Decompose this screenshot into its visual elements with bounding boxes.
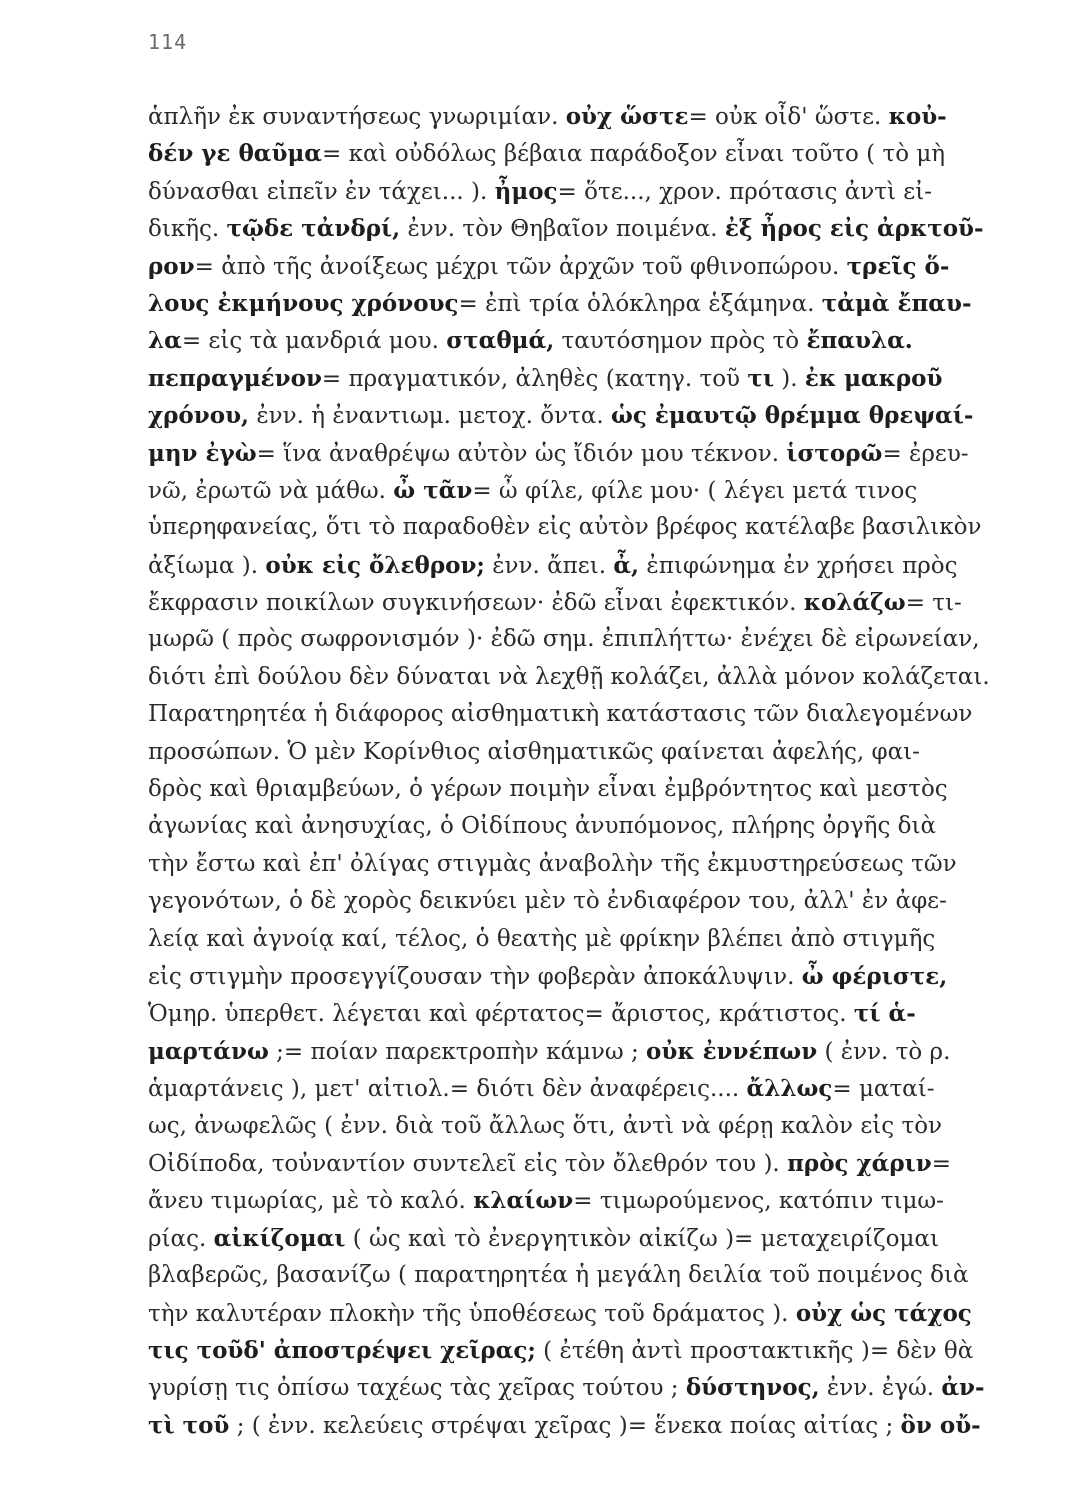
text-line: [148, 285, 1048, 322]
gloss-text: γυρίσῃ τις ὀπίσω ταχέως τὰς χεῖρας τούτου ;: [148, 1375, 686, 1402]
text-line: [148, 995, 1048, 1032]
lemma-term: τί ἁ-: [853, 1000, 916, 1028]
gloss-text: Οἰδίποδα, τοὐναντίον συντελεῖ εἰς τὸν ὄλεθρόν του ).: [148, 1150, 788, 1177]
gloss-text: Παρατηρητέα ἡ διάφορος αἰσθηματικὴ κατάστασις τῶν διαλεγομένων: [148, 701, 973, 728]
gloss-text: μωρῶ ( πρὸς σωφρονισμόν )· ἐδῶ σημ. ἐπιπλήττω· ἐνέχει δὲ εἰρωνείαν,: [148, 626, 980, 653]
gloss-text: ἁμαρτάνεις ), μετ' αἰτιολ.= διότι δὲν ἀναφέρεις....: [148, 1076, 747, 1103]
gloss-text: δύνασθαι εἰπεῖν ἐν τάχει... ).: [148, 178, 495, 205]
lemma-term: οὐκ εἰς ὄλεθρον;: [265, 551, 485, 579]
gloss-text: ἐνν. ἡ ἐναντιωμ. μετοχ. ὄντα.: [249, 403, 611, 430]
lemma-term: οὐκ ἐννέπων: [646, 1037, 818, 1065]
text-line: [148, 472, 1048, 509]
gloss-text: = τι-: [905, 590, 962, 617]
text-line: [148, 1220, 1048, 1257]
gloss-text: = ἐρευ-: [882, 440, 969, 467]
lemma-term: χρόνου,: [148, 402, 250, 430]
lemma-term: τις τοῦδ' ἀποστρέψει χεῖρας;: [148, 1336, 536, 1364]
lemma-term: οὐχ ὡς τάχος: [795, 1299, 972, 1327]
gloss-text: δρὸς καὶ θριαμβεύων, ὁ γέρων ποιμὴν εἶναι ἐμβρόντητος καὶ μεστὸς: [148, 776, 948, 803]
lemma-term: σταθμά,: [446, 327, 555, 355]
lemma-term: πεπραγμένον: [148, 364, 322, 392]
gloss-text: γεγονότων, ὁ δὲ χορὸς δεικνύει μὲν τὸ ἐνδιαφέρον του, ἀλλ' ἐν ἀφε-: [148, 888, 947, 915]
text-line: [148, 958, 1048, 995]
gloss-text: = καὶ οὐδόλως βέβαια παράδοξον εἶναι τοῦτο ( τὸ μὴ: [322, 141, 946, 168]
lemma-term: κολάζω: [803, 589, 906, 617]
gloss-text: Ὁμηρ. ὑπερθετ. λέγεται καὶ φέρτατος: [148, 1001, 585, 1028]
gloss-text: τὴν ἔστω καὶ ἐπ' ὀλίγας στιγμὰς ἀναβολὴν τῆς ἐκμυστηρεύσεως τῶν: [148, 850, 957, 877]
gloss-text: βλαβερῶς, βασανίζω ( παρατηρητέα ἡ μεγάλη δειλία τοῦ ποιμένος διὰ: [148, 1262, 969, 1289]
text-line: [148, 135, 1048, 172]
gloss-text: =: [931, 1150, 952, 1177]
lemma-term: ὃν οὔ-: [900, 1411, 981, 1439]
gloss-text: ( ἐτέθη ἀντὶ προστακτικῆς )= δὲν θὰ: [535, 1337, 974, 1364]
lemma-term: ἔπαυλα.: [806, 327, 913, 355]
gloss-text: ἔκφρασιν ποικίλων συγκινήσεων· ἐδῶ εἶναι ἐφεκτικόν.: [148, 590, 804, 617]
text-line: [148, 1033, 1048, 1070]
gloss-text: ἀγωνίας καὶ ἀνησυχίας, ὁ Οἰδίπους ἀνυπόμονος, πλήρης ὀργῆς διὰ: [148, 813, 937, 840]
gloss-text: = τιμωρούμενος, κατόπιν τιμω-: [573, 1188, 944, 1215]
text-line: [148, 435, 1048, 472]
text-line: [148, 771, 1048, 808]
gloss-text: ).: [773, 365, 805, 392]
gloss-text: διότι ἐπὶ δούλου δὲν δύναται νὰ λεχθῇ κολάζει, ἀλλὰ μόνον κολάζεται.: [148, 663, 990, 690]
gloss-text: ἐνν. ἐγώ.: [819, 1375, 942, 1402]
lemma-term: ἦμος: [494, 177, 558, 205]
lemma-term: ἐξ ἦρος εἰς ἀρκτοῦ-: [724, 215, 984, 243]
lemma-term: τι: [747, 364, 774, 392]
text-line: [148, 547, 1048, 584]
text-line: [148, 1295, 1048, 1332]
text-line: [148, 1369, 1048, 1406]
lemma-term: τρεῖς ὅ-: [846, 252, 950, 280]
lemma-term: κοὐ-: [888, 103, 947, 130]
gloss-text: προσώπων. Ὁ μὲν Κορίνθιος αἰσθηματικῶς φαίνεται ἀφελής, φαι-: [148, 738, 920, 765]
gloss-text: = ἄριστος, κράτιστος.: [584, 1001, 854, 1028]
gloss-text: ( ἐνν. τὸ ρ.: [817, 1038, 951, 1065]
lemma-term: ὡς ἐμαυτῷ θρέμμα θρεψαί-: [610, 402, 974, 430]
gloss-text: = ὅτε..., χρον. πρότασις ἀντὶ εἰ-: [557, 178, 933, 205]
text-line: [148, 360, 1048, 397]
lemma-term: τῷδε τἀνδρί,: [226, 215, 401, 243]
lemma-term: αἰκίζομαι: [213, 1224, 346, 1252]
gloss-text: ἐνν. τὸν Θηβαῖον ποιμένα.: [400, 216, 725, 243]
gloss-text: ἀξίωμα ).: [148, 552, 266, 579]
gloss-text: = εἰς τὰ μανδριά μου.: [181, 328, 447, 355]
lemma-term: ἀν-: [941, 1374, 985, 1402]
gloss-text: = ἐπὶ τρία ὁλόκληρα ἑξάμηνα.: [458, 290, 822, 317]
text-line: [148, 659, 1048, 696]
gloss-text: ως, ἀνωφελῶς ( ἐνν. διὰ τοῦ ἄλλως ὅτι, ἀντὶ νὰ φέρῃ καλὸν εἰς τὸν: [148, 1112, 943, 1139]
lemma-term: ἄλλως: [746, 1075, 833, 1103]
lemma-term: λους ἐκμήνους χρόνους: [148, 289, 459, 317]
gloss-text: ;= ποίαν παρεκτροπὴν κάμνω ;: [268, 1038, 647, 1065]
text-line: [148, 1108, 1048, 1145]
gloss-text: εἰς στιγμὴν προσεγγίζουσαν τὴν φοβερὰν ἀποκάλυψιν.: [148, 963, 802, 990]
lemma-term: ἐκ μακροῦ: [804, 364, 943, 392]
text-line: [148, 846, 1048, 883]
text-line: [148, 621, 1048, 658]
lemma-term: ὦ τᾶν: [393, 476, 473, 504]
lemma-term: δύστηνος,: [685, 1374, 820, 1402]
text-line: [148, 210, 1048, 247]
gloss-text: νῶ, ἐρωτῶ νὰ μάθω.: [148, 477, 394, 504]
gloss-text: τὴν καλυτέραν πλοκὴν τῆς ὑποθέσεως τοῦ δράματος ).: [148, 1300, 796, 1327]
text-line: [148, 1257, 1048, 1294]
text-line: [148, 248, 1048, 285]
gloss-text: = ὦ φίλε, φίλε μου· ( λέγει μετά τινος: [472, 477, 918, 504]
lemma-term: μαρτάνω: [148, 1037, 269, 1065]
lemma-term: δέν γε θαῦμα: [148, 140, 322, 168]
lemma-term: οὐχ ὥστε: [565, 103, 689, 130]
text-line: [148, 1182, 1048, 1219]
text-line: [148, 322, 1048, 359]
text-line: [148, 173, 1048, 210]
gloss-text: = ἀπὸ τῆς ἀνοίξεως μέχρι τῶν ἀρχῶν τοῦ φθινοπώρου.: [194, 253, 847, 280]
gloss-text: ἁπλῆν ἐκ συναντήσεως γνωριμίαν.: [148, 104, 566, 130]
lemma-term: τἀμὰ ἔπαυ-: [821, 289, 972, 317]
gloss-text: δικῆς.: [148, 216, 227, 243]
gloss-text: ὑπερηφανείας, ὅτι τὸ παραδοθὲν εἰς αὐτὸν βρέφος κατέλαβε βασιλικὸν: [148, 514, 982, 541]
text-line: [148, 1070, 1048, 1107]
lemma-term: ὦ φέριστε,: [801, 962, 948, 990]
lemma-term: κλαίων: [473, 1187, 574, 1215]
gloss-text: ταυτόσημον πρὸς τὸ: [554, 328, 807, 355]
lemma-term: πρὸς χάριν: [787, 1149, 932, 1177]
gloss-text: = πραγματικόν, ἀληθὲς (κατηγ. τοῦ: [321, 365, 748, 392]
gloss-text: = οὐκ οἶδ' ὥστε.: [688, 104, 889, 130]
text-line: [148, 1407, 1048, 1444]
lemma-term: τὶ τοῦ: [148, 1411, 230, 1439]
text-line: [148, 883, 1048, 920]
lemma-term: μην ἐγὼ: [148, 439, 257, 467]
lemma-term: ἆ,: [613, 551, 640, 579]
gloss-text: ρίας.: [148, 1225, 214, 1252]
text-line: [148, 696, 1048, 733]
text-line: [148, 509, 1048, 546]
text-line: [148, 1332, 1048, 1369]
gloss-text: ἐνν. ἄπει.: [484, 552, 614, 579]
text-line: [148, 1145, 1048, 1182]
gloss-text: = ματαί-: [832, 1076, 935, 1103]
text-line: [148, 397, 1048, 434]
gloss-text: ( ὡς καὶ τὸ ἐνεργητικὸν αἰκίζω )= μεταχειρίζομαι: [345, 1225, 939, 1252]
text-line: [148, 808, 1048, 845]
gloss-text: ἐπιφώνημα ἐν χρήσει πρὸς: [639, 552, 958, 579]
text-line: [148, 98, 1048, 135]
gloss-text: ἄνευ τιμωρίας, μὲ τὸ καλό.: [148, 1188, 474, 1215]
text-line: [148, 734, 1048, 771]
lemma-term: ρον: [148, 252, 195, 280]
lemma-term: λα: [148, 327, 182, 355]
lemma-term: ἱστορῶ: [786, 439, 883, 467]
gloss-text: ; ( ἐνν. κελεύεις στρέψαι χεῖρας )= ἕνεκα ποίας αἰτίας ;: [229, 1412, 901, 1439]
text-line: [148, 584, 1048, 621]
body-text: [148, 98, 1048, 1444]
gloss-text: = ἵνα ἀναθρέψω αὐτὸν ὡς ἴδιόν μου τέκνον.: [256, 440, 787, 467]
text-line: [148, 921, 1048, 958]
page-number: 114: [148, 30, 188, 54]
gloss-text: λείᾳ καὶ ἀγνοίᾳ καί, τέλος, ὁ θεατὴς μὲ φρίκην βλέπει ἀπὸ στιγμῆς: [148, 925, 936, 952]
